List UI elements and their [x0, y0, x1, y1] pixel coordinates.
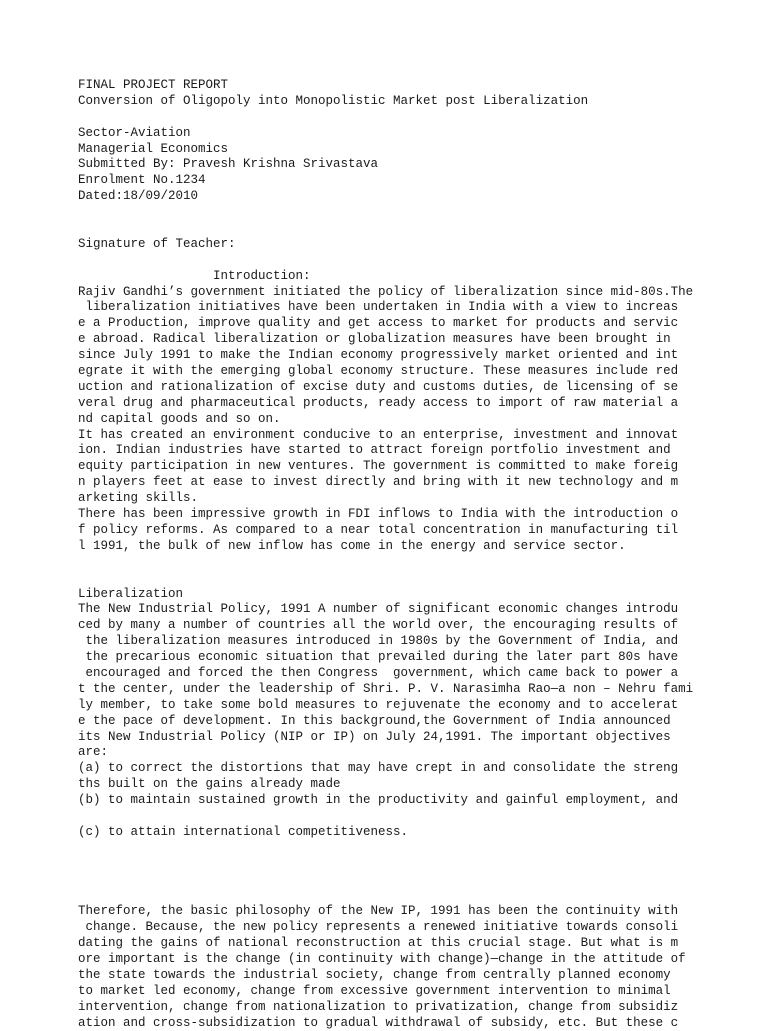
text-line: uction and rationalization of excise duty and customs duties, de licensing of se: [78, 379, 679, 394]
text-line: e a Production, improve quality and get access to market for products and servic: [78, 316, 679, 331]
text-line: (a) to correct the distortions that may have crept in and consolidate the streng: [78, 761, 679, 776]
blank-line: [78, 110, 738, 126]
text-line: arketing skills.: [78, 491, 199, 506]
text-line: the precarious economic situation that prevailed during the later part 80s have: [78, 650, 679, 665]
text-line: ths built on the gains already made: [78, 777, 341, 792]
text-line: Sector-Aviation: [78, 125, 191, 140]
text-line: Conversion of Oligopoly into Monopolistic Market post Liberalization: [78, 93, 589, 108]
text-line: (c) to attain international competitiveness.: [78, 824, 409, 839]
blank-line: [78, 809, 738, 825]
text-line: equity participation in new ventures. The government is committed to make foreig: [78, 459, 679, 474]
text-line: (b) to maintain sustained growth in the productivity and gainful employment, and: [78, 793, 679, 808]
text-line: e abroad. Radical liberalization or globalization measures have been brought in: [78, 332, 671, 347]
blank-line: [78, 205, 738, 221]
text-line: encouraged and forced the then Congress government, which came back to power a: [78, 665, 679, 680]
liberalization-section: [78, 587, 738, 905]
text-line: nd capital goods and so on.: [78, 411, 281, 426]
text-line: the state towards the industrial society, change from centrally planned economy: [78, 967, 671, 982]
text-line: t the center, under the leadership of Shri. P. V. Narasimha Rao—a non – Nehru fami: [78, 681, 694, 696]
text-line: egrate it with the emerging global economy structure. These measures include red: [78, 364, 679, 379]
text-line: Submitted By: Pravesh Krishna Srivastava: [78, 157, 379, 172]
text-line: are:: [78, 745, 109, 760]
text-line: liberalization initiatives have been undertaken in India with a view to increas: [78, 300, 679, 315]
text-line: the liberalization measures introduced in 1980s by the Government of India, and: [78, 634, 679, 649]
blank-line: [78, 221, 738, 237]
text-line: veral drug and pharmaceutical products, ready access to import of raw material a: [78, 395, 679, 410]
text-line: Managerial Economics: [78, 141, 229, 156]
text-line: The New Industrial Policy, 1991 A number of significant economic changes introdu: [78, 602, 679, 617]
text-line: Signature of Teacher:: [78, 236, 236, 251]
text-line: change. Because, the new policy represents a renewed initiative towards consoli: [78, 920, 679, 935]
text-line: Rajiv Gandhi’s government initiated the policy of liberalization since mid-80s.The: [78, 284, 694, 299]
blank-line: [78, 555, 738, 571]
text-line: There has been impressive growth in FDI inflows to India with the introduction o: [78, 507, 679, 522]
text-line: dating the gains of national reconstruction at this crucial stage. But what is m: [78, 936, 679, 951]
text-line: ced by many a number of countries all the world over, the encouraging results of: [78, 618, 679, 633]
text-line: e the pace of development. In this background,the Government of India announced: [78, 713, 671, 728]
philosophy-section: [78, 904, 738, 1031]
blank-line: [78, 571, 738, 587]
text-line: Introduction:: [78, 268, 311, 283]
blank-line: [78, 253, 738, 269]
text-line: n players feet at ease to invest directly and bring with it new technology and m: [78, 475, 679, 490]
text-line: to market led economy, change from excessive government intervention to minimal: [78, 983, 671, 998]
text-line: ly member, to take some bold measures to rejuvenate the economy and to accelerat: [78, 697, 679, 712]
text-line: ation and cross-subsidization to gradual withdrawal of subsidy, etc. But these c: [78, 1015, 679, 1030]
text-line: since July 1991 to make the Indian economy progressively market oriented and int: [78, 348, 679, 363]
text-line: its New Industrial Policy (NIP or IP) on July 24,1991. The important objectives: [78, 729, 671, 744]
blank-line: [78, 888, 738, 904]
text-line: intervention, change from nationalization to privatization, change from subsidiz: [78, 999, 679, 1014]
text-line: Enrolment No.1234: [78, 173, 206, 188]
blank-line: [78, 857, 738, 873]
text-line: FINAL PROJECT REPORT: [78, 78, 229, 92]
text-line: l 1991, the bulk of new inflow has come in the energy and service sector.: [78, 538, 626, 553]
text-line: Liberalization: [78, 586, 184, 601]
blank-line: [78, 841, 738, 857]
text-line: ore important is the change (in continuity with change)—change in the attitude of: [78, 951, 686, 966]
report-header: [78, 78, 738, 285]
text-line: f policy reforms. As compared to a near total concentration in manufacturing til: [78, 522, 679, 537]
text-line: Therefore, the basic philosophy of the New IP, 1991 has been the continuity with: [78, 904, 679, 919]
text-line: Dated:18/09/2010: [78, 189, 199, 204]
text-line: It has created an environment conducive to an enterprise, investment and innovat: [78, 427, 679, 442]
introduction-section: [78, 285, 738, 587]
text-line: ion. Indian industries have started to attract foreign portfolio investment and: [78, 443, 671, 458]
blank-line: [78, 873, 738, 889]
